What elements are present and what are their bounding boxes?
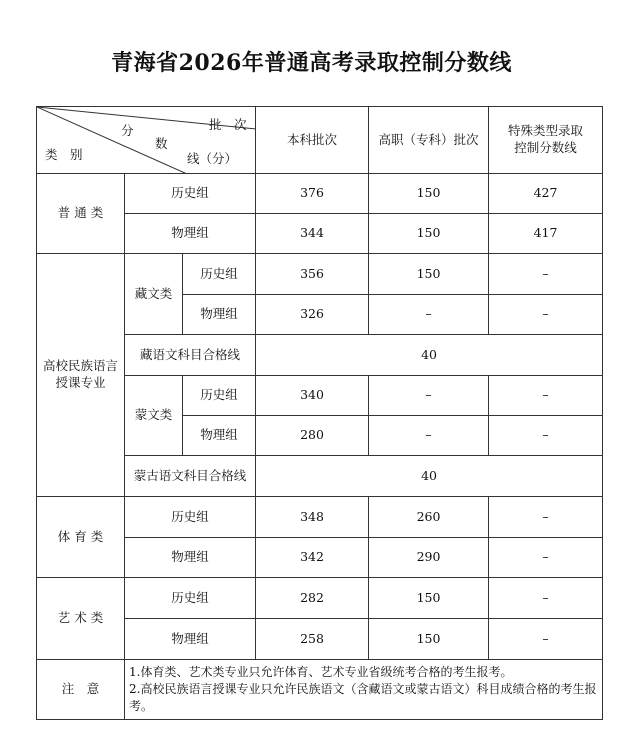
group-label: 物理组 [125, 619, 256, 660]
score-cell: – [489, 578, 603, 619]
pass-line-label: 蒙古语文科目合格线 [125, 456, 256, 497]
score-cell: 150 [369, 578, 489, 619]
score-cell: 340 [256, 376, 369, 416]
table-row [37, 174, 603, 214]
score-cell: – [369, 295, 489, 335]
score-cell: 260 [369, 497, 489, 538]
category-yishu: 艺 术 类 [37, 578, 125, 660]
table-row [37, 497, 603, 538]
category-putong: 普 通 类 [37, 174, 125, 254]
notes-label: 注 意 [37, 660, 125, 720]
score-cell: – [489, 295, 603, 335]
header-pici-label: 批 次 [209, 117, 247, 132]
col-header-gaozhi: 高职（专科）批次 [369, 107, 489, 174]
score-cell: 150 [369, 214, 489, 254]
header-xian-label: 线（分） [187, 151, 238, 166]
group-label: 历史组 [125, 497, 256, 538]
score-cell: 326 [256, 295, 369, 335]
group-label: 物理组 [125, 214, 256, 254]
subcategory-meng: 蒙文类 [125, 376, 183, 456]
pass-line-label: 藏语文科目合格线 [125, 335, 256, 376]
group-label: 历史组 [183, 376, 256, 416]
header-fen-label: 分 [121, 123, 134, 138]
score-cell: – [489, 416, 603, 456]
score-cell: – [489, 254, 603, 295]
page-title: 青海省2026年普通高考录取控制分数线 [111, 50, 512, 76]
subcategory-zang: 藏文类 [125, 254, 183, 335]
table-row [37, 254, 603, 295]
category-tiyu: 体 育 类 [37, 497, 125, 578]
score-cell: 290 [369, 538, 489, 578]
pass-line-value: 40 [256, 456, 603, 497]
diagonal-header-cell [37, 107, 256, 174]
score-cell: 280 [256, 416, 369, 456]
score-cell: 376 [256, 174, 369, 214]
score-cell: – [489, 619, 603, 660]
group-label: 历史组 [125, 174, 256, 214]
group-label: 物理组 [183, 416, 256, 456]
score-cell: – [489, 538, 603, 578]
category-minzu: 高校民族语言授课专业 [37, 254, 125, 497]
group-label: 物理组 [125, 538, 256, 578]
header-leibie-label: 类 别 [45, 147, 83, 162]
header-row [37, 107, 603, 174]
note-line-2: 2.高校民族语言授课专业只允许民族语文（含藏语文或蒙古语文）科目成绩合格的考生报考。 [129, 682, 597, 713]
score-cell: 344 [256, 214, 369, 254]
score-cell: – [369, 376, 489, 416]
col-header-teshu: 特殊类型录取控制分数线 [489, 107, 603, 174]
score-cell: 150 [369, 254, 489, 295]
score-cell: – [489, 376, 603, 416]
group-label: 物理组 [183, 295, 256, 335]
notes-content [125, 660, 603, 720]
score-cell: 282 [256, 578, 369, 619]
col-header-benke: 本科批次 [256, 107, 369, 174]
pass-line-value: 40 [256, 335, 603, 376]
score-cell: 150 [369, 619, 489, 660]
score-cell: – [489, 497, 603, 538]
score-cell: 348 [256, 497, 369, 538]
score-cell: 258 [256, 619, 369, 660]
score-cell: 417 [489, 214, 603, 254]
header-shu-label: 数 [155, 136, 168, 151]
score-cell: 356 [256, 254, 369, 295]
table-row [37, 578, 603, 619]
score-cell: 150 [369, 174, 489, 214]
group-label: 历史组 [125, 578, 256, 619]
score-table [36, 106, 603, 720]
score-cell: – [369, 416, 489, 456]
score-cell: 427 [489, 174, 603, 214]
note-line-1: 1.体育类、艺术类专业只允许体育、艺术专业省级统考合格的考生报考。 [129, 665, 513, 680]
score-cell: 342 [256, 538, 369, 578]
group-label: 历史组 [183, 254, 256, 295]
notes-row [37, 660, 603, 720]
